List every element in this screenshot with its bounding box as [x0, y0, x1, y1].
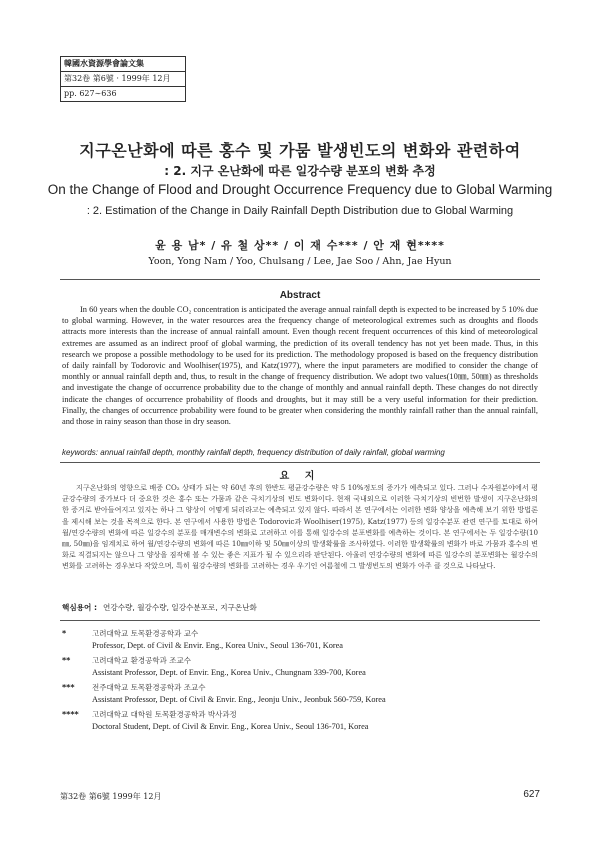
footnote-affiliation-english: Doctoral Student, Dept. of Civil & Envir. Eng., Korea Univ., Seoul 136-701, Korea: [92, 722, 369, 731]
footnote-affiliation-english: Professor, Dept. of Civil & Envir. Eng., Korea Univ., Seoul 136-701, Korea: [92, 641, 343, 650]
abstract-heading: Abstract: [279, 290, 321, 301]
title-korean: 지구온난화에 따른 홍수 및 가뭄 발생빈도의 변화와 관련하여: [79, 141, 521, 160]
footnote-mark: ***: [62, 683, 75, 692]
journal-pages: pp. 627∼636: [64, 89, 117, 98]
divider-top: [60, 279, 540, 280]
journal-volume: 第32卷 第6號 · 1999年 12月: [61, 72, 185, 87]
page-number: 627: [523, 789, 540, 800]
footnote-mark: *: [62, 629, 67, 638]
authors-english: Yoon, Yong Nam / Yoo, Chulsang / Lee, Jae Soo / Ahn, Jae Hyun: [148, 256, 452, 267]
divider-abstract: [60, 462, 540, 463]
journal-name: 韓國水資源學會論文集: [61, 57, 185, 72]
footnote-affiliation-english: Assistant Professor, Dept. of Envir. Eng., Korea Univ., Chungnam 339-700, Korea: [92, 668, 366, 677]
footnote-mark: ****: [62, 710, 79, 719]
footnote-affiliation-korean: 전주대학교 토목환경공학과 조교수: [92, 683, 206, 692]
footnote-mark: **: [62, 656, 71, 665]
yoji-heading: 요 지: [279, 471, 321, 482]
keywords-korean-list: 연강수량, 월강수량, 일강수분포로, 지구온난화: [103, 603, 257, 612]
authors-korean: 윤 용 남* / 유 철 상** / 이 재 수*** / 안 재 현****: [155, 239, 445, 252]
title-english: On the Change of Flood and Drought Occurrence Frequency due to Global Warming: [47, 182, 553, 197]
keywords-korean-label: 핵심용어 :: [62, 603, 98, 612]
divider-footnotes: [60, 620, 540, 621]
footnote-affiliation-english: Assistant Professor, Dept. of Civil & Envir. Eng., Jeonju Univ., Jeonbuk 560-759, Korea: [92, 695, 386, 704]
journal-info-box: [60, 56, 186, 102]
yoji-text: 지구온난화의 영향으로 배증 CO₂ 상태가 되는 약 60년 후의 한반도 평균강수량은 약 5 10%정도의 증가가 예측되고 있다. 그러나 수자원분야에서 평균강수량의 증가보다 더 중요한 것은 홍수 또는 가뭄과 같은 극치기상의 빈도 변화이다. 현재 국내외으로 이러한 극치기상의 빈번한 발생이 지구온난화의 한 증거로 받아들여지고 있지는 하나 그 양상이 어떻게 되리라고는 예측되고 있지 않다. 따라서 본 연구에서는 이러한 변화 양상을 예측해 보기 위한 방법론을 제시해 보는 것을 목적으로 한다. 본 연구에서 사용한 방법은 Todorovic과 Woolhiser(1975), Katz(1977) 등의 일강수분포 관련 연구를 토대로 하여 월/연강수량의 변화에 따른 일강수의 분포를 매개변수의 변화로 고려하고 이를 통해 일강수의 분포변화를 예측하는 것이다. 본 연구에서는 두 일강수량(10㎜, 50㎜)을 임계치로 하여 월/연강수량의 변화에 따른 10㎜이하 및 50㎜이상의 발생확률을 조사하였다. 이러한 발생확률의 변화가 바로 가뭄과 홍수의 변화로 직결되지는 않으나 그 양상을 짐작해 볼 수 있는 좋은 지표가 될 수 있으리라 판단된다. 아울러 연강수량의 변화에 따른 일강수의 분포변화는 월강수의 변화를 고려하는 경우보다 작았으며, 특히 월강수량의 변화를 고려하는 경우 우기인 여름철에 그 발생빈도의 변화가 아주 클 것으로 나타났다.: [62, 483, 538, 571]
keywords-korean: [62, 602, 538, 613]
abstract-text: In 60 years when the double CO₂ concentration is anticipated the average annual rainfall depth is expected to be increased by 5 10% due to global warming. However, in the water resources area the frequency change of meteorological extremes such as droughts and floods attracts more interests than the increase of annual rainfall amount. Even though recent frequent occurrences of this kind of meteorological extremes are assumed as an indirect proof of global warming, the prediction of its overall tendency has not yet been made. Thus, in this research we propose a possible methodology to be used for its prediction. The methodology proposed is based on the frequency distribution of daily rainfall by Todorovic and Woolhiser(1975), and Katz(1977), where the input parameters are modified to consider the change of monthly or annual rainfall depth and, thus, to result in the change of frequency distribution. We adopt two values(10㎜, 50㎜) as thresholds and investigate the change of occurrence probability due to the change of monthly and annual rainfall depth. These changes do not directly indicate the changes of occurrence probability of floods and droughts, but it may still be a very useful information for their prediction. Finally, the changes of occurrence probability were found to be greater when considering the monthly rainfall rather than the annual rainfall, and those in rainy season than those in dry season.: [62, 305, 538, 427]
footnote-affiliation-korean: 고려대학교 대학원 토목환경공학과 박사과정: [92, 710, 237, 719]
footer-issue: 第32卷 第6號 1999年 12月: [60, 792, 162, 801]
footnote-affiliation-korean: 고려대학교 토목환경공학과 교수: [92, 629, 199, 638]
subtitle-korean: : 2. 지구 온난화에 따른 일강수량 분포의 변화 추정: [164, 164, 436, 178]
abstract-keywords: keywords: annual rainfall depth, monthly rainfall depth, frequency distribution of daily rainfall, global warming: [62, 448, 445, 457]
footnote-affiliation-korean: 고려대학교 환경공학과 조교수: [92, 656, 191, 665]
subtitle-english: : 2. Estimation of the Change in Daily Rainfall Depth Distribution due to Global Warming: [86, 205, 514, 217]
